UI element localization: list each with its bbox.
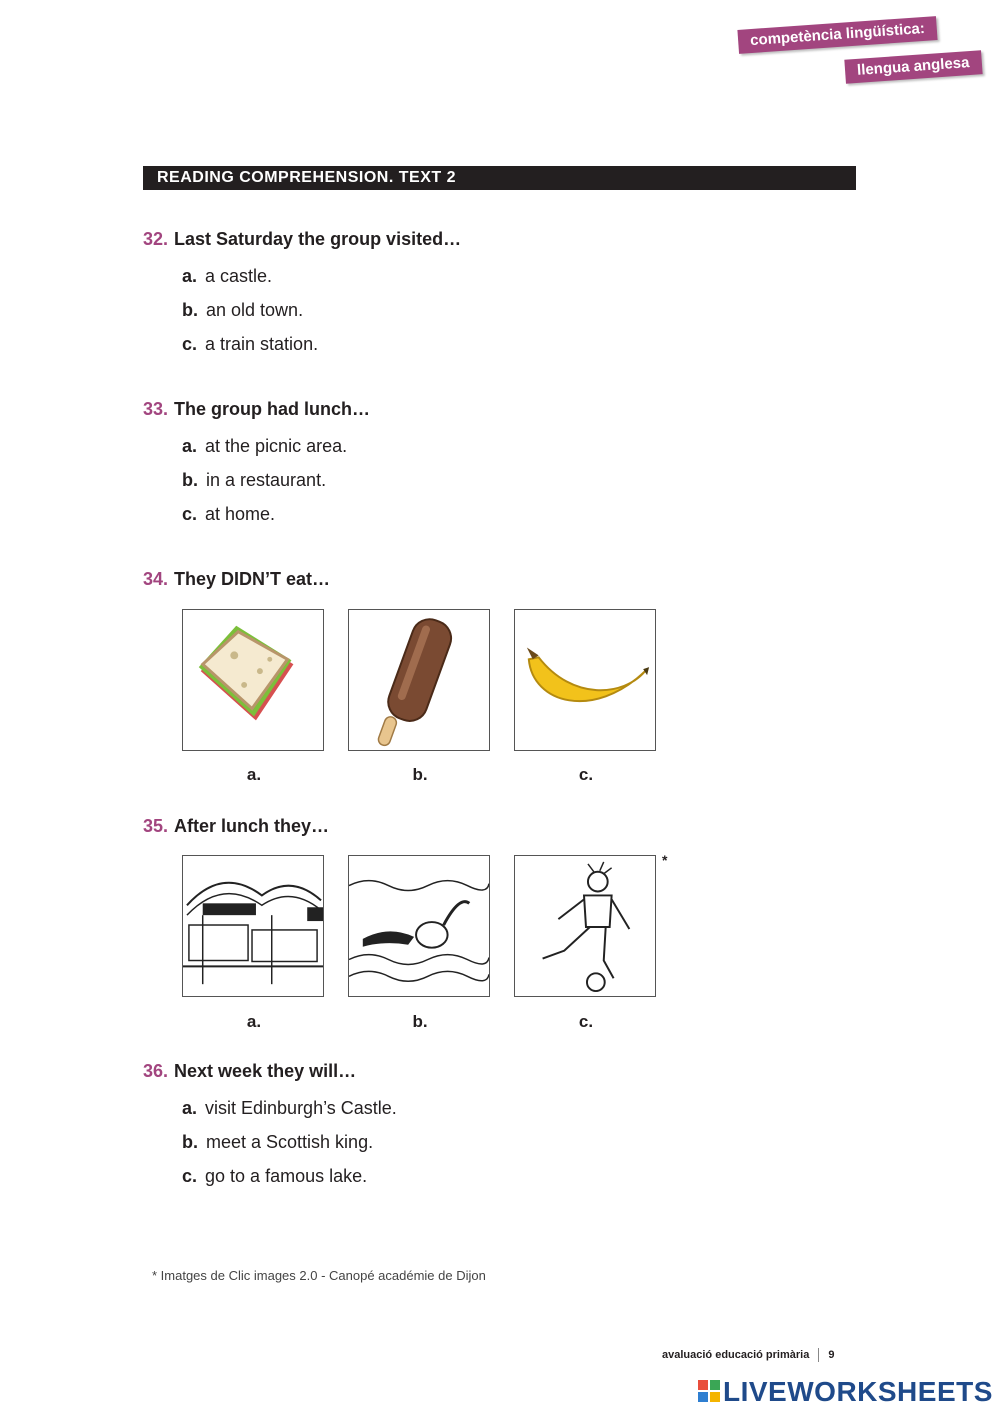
option-letter: a. (246, 765, 262, 784)
option-33b[interactable]: b. in a restaurant. (182, 470, 327, 490)
option-36b[interactable]: b. meet a Scottish king. (182, 1132, 374, 1152)
question-number: 32. (143, 229, 169, 249)
question-32 (143, 229, 461, 250)
football-player-icon (515, 856, 655, 996)
swimmer-icon (349, 856, 489, 996)
page-footer (662, 1348, 834, 1362)
option-35c-image[interactable] (514, 855, 656, 997)
question-number: 33. (143, 399, 169, 419)
question-text: Next week they will… (174, 1061, 357, 1081)
question-text: Last Saturday the group visited… (174, 229, 462, 249)
question-36 (143, 1061, 356, 1082)
option-32b[interactable]: b. an old town. (182, 300, 304, 320)
liveworksheets-logo-icon (698, 1380, 720, 1402)
ice-lolly-icon (349, 610, 489, 750)
question-text: They DIDN’T eat… (174, 569, 331, 589)
option-letter: c. (578, 1012, 594, 1031)
question-text: The group had lunch… (174, 399, 371, 419)
train-station-icon (183, 856, 323, 996)
option-35a-image[interactable] (182, 855, 324, 997)
question-number: 36. (143, 1061, 169, 1081)
option-34b-image[interactable] (348, 609, 490, 751)
option-36c[interactable]: c. go to a famous lake. (182, 1166, 368, 1186)
footer-text: avaluació educació primària (662, 1348, 810, 1361)
section-title: READING COMPREHENSION. TEXT 2 (143, 166, 856, 190)
option-32c[interactable]: c. a train station. (182, 334, 319, 354)
option-36a[interactable]: a. visit Edinburgh’s Castle. (182, 1098, 397, 1118)
sandwich-icon (183, 610, 323, 750)
question-text: After lunch they… (174, 816, 330, 836)
question-34 (143, 569, 330, 590)
banana-icon (515, 610, 655, 750)
brand-text: LIVEWORKSHEETS (723, 1376, 993, 1407)
option-32a[interactable]: a. a castle. (182, 266, 273, 286)
footer-divider (818, 1348, 819, 1362)
subject-tag-line2: llengua anglesa (844, 50, 982, 83)
question-number: 35. (143, 816, 169, 836)
question-35 (143, 816, 329, 837)
option-letter: b. (412, 1012, 428, 1031)
option-33c[interactable]: c. at home. (182, 504, 276, 524)
option-34a-image[interactable] (182, 609, 324, 751)
option-letter: b. (412, 765, 428, 784)
option-letter: c. (578, 765, 594, 784)
image-credit-asterisk: * (662, 852, 668, 868)
option-34c-image[interactable] (514, 609, 656, 751)
option-letter: a. (246, 1012, 262, 1031)
subject-tag-line1: competència lingüística: (737, 16, 937, 54)
image-credit: * Imatges de Clic images 2.0 - Canopé académie de Dijon (152, 1268, 486, 1283)
page-number: 9 (828, 1348, 835, 1361)
question-33 (143, 399, 370, 420)
option-33a[interactable]: a. at the picnic area. (182, 436, 348, 456)
brand-logo[interactable] (698, 1376, 993, 1408)
question-number: 34. (143, 569, 169, 589)
option-35b-image[interactable] (348, 855, 490, 997)
